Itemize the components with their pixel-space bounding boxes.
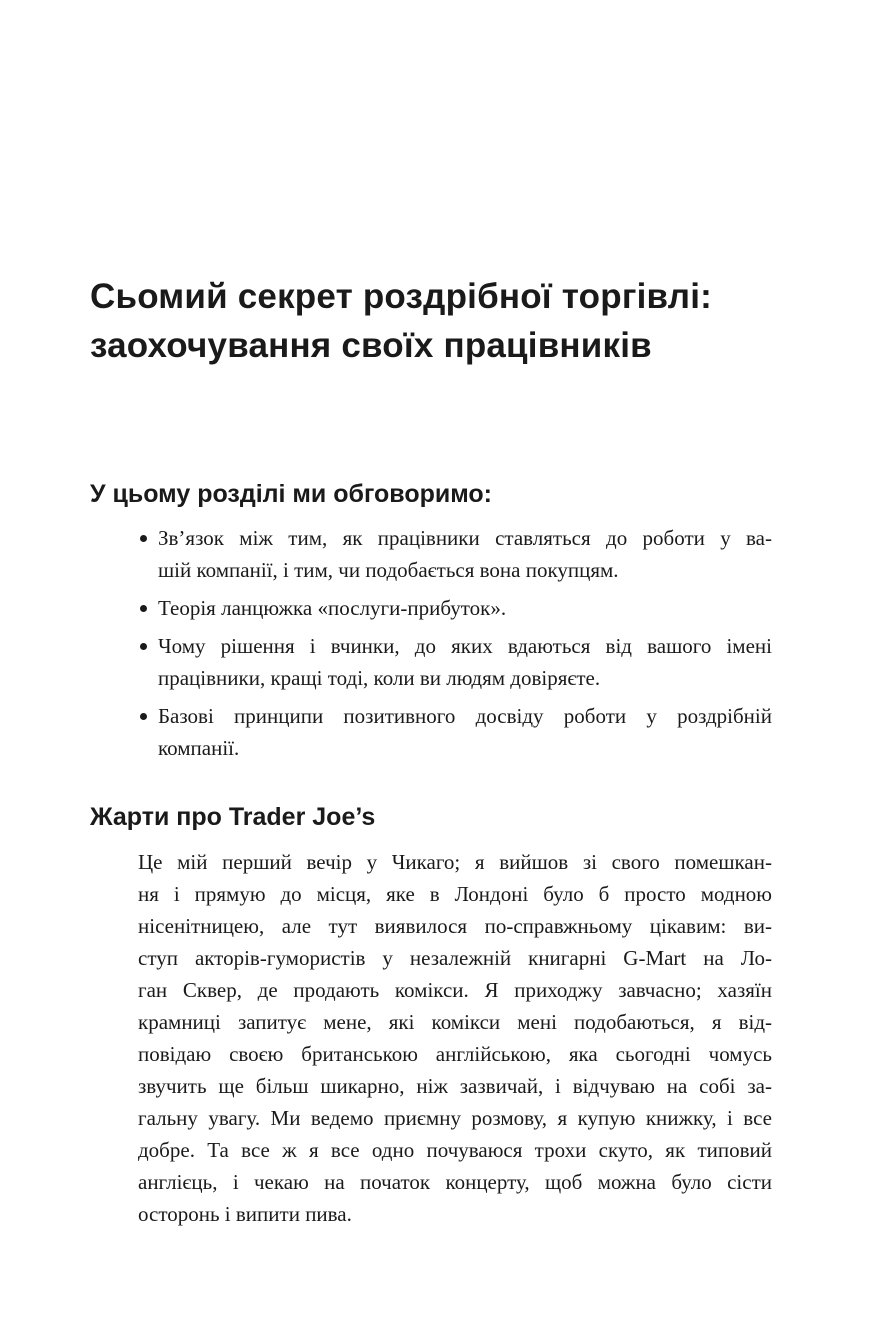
chapter-title-line: заохочування своїх працівників [90,326,652,365]
bullet-line: Зв’язок між тим, як працівники ставляться до роботи у ва- [158,526,772,550]
chapter-title [90,272,810,370]
paragraph-line: повідаю своєю британською англійською, яка сьогодні чомусь [138,1042,772,1066]
section-heading: Жарти про Trader Joe’s [90,803,376,831]
chapter-title-line: Сьомий секрет роздрібної торгівлі: [90,277,712,316]
paragraph-line: Це мій перший вечір у Чикаго; я вийшов зі свого помешкан- [138,850,772,874]
paragraph-line: гальну увагу. Ми ведемо приємну розмову, я купую книжку, і все [138,1106,772,1130]
paragraph-line: ня і прямую до місця, яке в Лондоні було б просто модною [138,882,772,906]
paragraph-line: осторонь і випити пива. [138,1202,352,1226]
bullet-line: компанії. [158,736,240,760]
body-paragraph [138,846,772,1230]
paragraph-line: англієць, і чекаю на початок концерту, щоб можна було сісти [138,1170,772,1194]
paragraph-line: добре. Та все ж я все одно почуваюся трохи скуто, як типовий [138,1138,772,1162]
paragraph-line: нісенітницею, але тут виявилося по-справжньому цікавим: ви- [138,914,772,938]
paragraph-line: звучить ще більш шикарно, ніж зазвичай, і відчуваю на собі за- [138,1074,772,1098]
bullet-line: Базові принципи позитивного досвіду роботи у роздрібній [158,704,772,728]
bullet-line: працівники, кращі тоді, коли ви людям довіряєте. [158,666,601,690]
bullet-line: Теорія ланцюжка «послуги-прибуток». [158,596,507,620]
bullet-item [138,522,772,586]
bullet-item [138,630,772,694]
bullet-item [138,700,772,764]
intro-bullet-list [138,522,772,770]
bullet-line: Чому рішення і вчинки, до яких вдаються від вашого імені [158,634,772,658]
paragraph-line: ган Сквер, де продають комікси. Я приходжу завчасно; хазяїн [138,978,772,1002]
bullet-line: шій компанії, і тим, чи подобається вона покупцям. [158,558,619,582]
intro-heading: У цьому розділі ми обговоримо: [90,480,493,508]
paragraph-line: ступ акторів-гумористів у незалежній книгарні G-Mart на Ло- [138,946,772,970]
bullet-item [138,592,772,624]
paragraph-line: крамниці запитує мене, які комікси мені подобаються, я від- [138,1010,772,1034]
